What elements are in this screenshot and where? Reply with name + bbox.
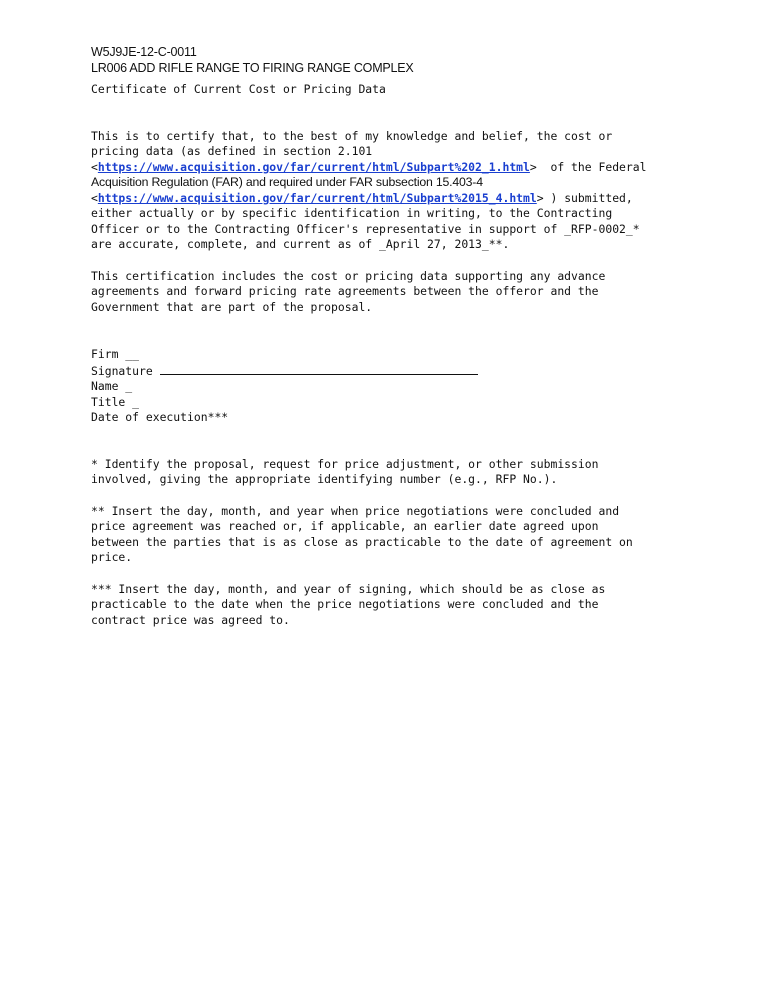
footnote-3 (91, 582, 691, 629)
title-field[interactable]: Title _ (91, 394, 140, 409)
certification-paragraph (91, 129, 691, 253)
paragraph-line: pricing data (as defined in section 2.101 (91, 144, 373, 158)
footnote-line: practicable to the date when the price negotiations were concluded and the (91, 597, 599, 611)
paragraph-text: > of the Federal (529, 159, 647, 174)
paragraph-line (91, 160, 691, 176)
bracket-open: < (91, 190, 98, 205)
paragraph-line: Officer or to the Contracting Officer's representative in support of _RFP-0002_* (91, 221, 640, 236)
paragraph-line: This certification includes the cost or pricing data supporting any advance (91, 268, 606, 283)
footnote-line: price. (91, 550, 133, 564)
paragraph-line: This is to certify that, to the best of my knowledge and belief, the cost or (91, 128, 613, 143)
far-subpart-15-4-link[interactable]: https://www.acquisition.gov/far/current/html/Subpart%2015_4.html (97, 190, 537, 205)
paragraph-line: are accurate, complete, and current as of _April 27, 2013_**. (91, 237, 510, 251)
far-subpart-2-1-link[interactable]: https://www.acquisition.gov/far/current/html/Subpart%202_1.html (97, 159, 530, 174)
footnote-line: *** Insert the day, month, and year of signing, which should be as close as (91, 581, 606, 596)
date-of-execution-field[interactable]: Date of execution*** (91, 410, 229, 424)
signature-label: Signature (91, 363, 153, 378)
paragraph-line: agreements and forward pricing rate agreements between the offeror and the (91, 284, 599, 298)
footnote-2 (91, 504, 691, 566)
paragraph-text: > ) submitted, (536, 190, 633, 205)
signature-field[interactable] (91, 363, 691, 380)
firm-field[interactable]: Firm __ (91, 347, 140, 361)
document-body (91, 82, 691, 628)
document-page (91, 44, 691, 628)
paragraph-line (91, 191, 691, 207)
footnote-line: between the parties that is as close as practicable to the date of agreement on (91, 534, 633, 549)
footnote-line: * Identify the proposal, request for price adjustment, or other submission (91, 456, 599, 471)
name-field[interactable]: Name _ (91, 379, 133, 393)
footnote-line: involved, giving the appropriate identifying number (e.g., RFP No.). (91, 472, 558, 486)
bracket-open: < (91, 159, 98, 174)
document-header (91, 44, 691, 76)
paragraph-line: either actually or by specific identification in writing, to the Contracting (91, 206, 613, 220)
signature-underline (160, 363, 478, 375)
paragraph-line: Government that are part of the proposal. (91, 299, 373, 314)
signature-block (91, 347, 691, 426)
certificate-title: Certificate of Current Cost or Pricing Data (91, 82, 386, 96)
footnote-line: ** Insert the day, month, and year when price negotiations were concluded and (91, 503, 620, 518)
paragraph-line: Acquisition Regulation (FAR) and required under FAR subsection 15.403-4 (91, 175, 483, 189)
footnote-1 (91, 457, 691, 488)
contract-number: W5J9JE-12-C-0011 (91, 45, 197, 59)
footnote-line: contract price was agreed to. (91, 612, 290, 627)
inclusion-paragraph (91, 269, 691, 316)
footnote-line: price agreement was reached or, if applicable, an earlier date agreed upon (91, 519, 599, 533)
project-title: LR006 ADD RIFLE RANGE TO FIRING RANGE COMPLEX (91, 61, 414, 75)
